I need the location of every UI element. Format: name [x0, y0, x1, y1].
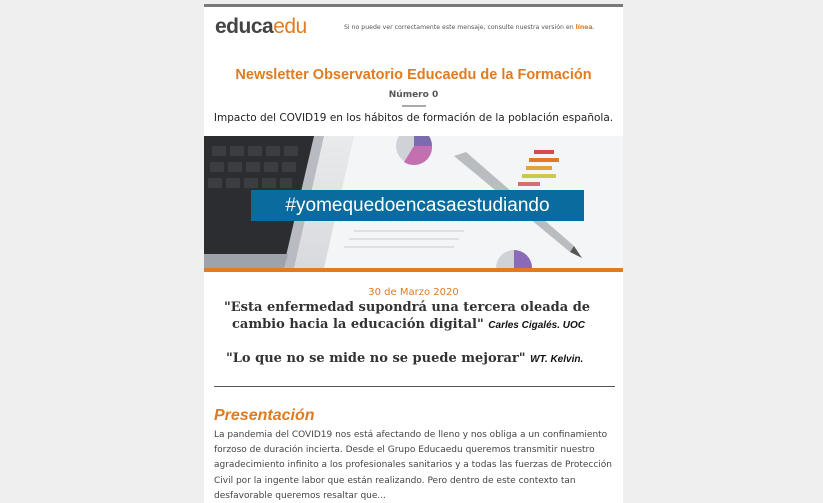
- email-header: [204, 7, 623, 47]
- notice-end: .: [592, 24, 595, 31]
- logo-part-2: edu: [273, 15, 307, 38]
- hero-accent-bar: [204, 268, 623, 272]
- logo-part-1: educa: [215, 15, 274, 38]
- quote-2: [226, 351, 617, 366]
- view-online-link[interactable]: línea: [575, 24, 593, 31]
- quote-2-text: "Lo que no se mide no se puede mejorar": [226, 351, 526, 366]
- hashtag-banner: #yomequedoencasaestudiando: [251, 190, 584, 221]
- quote-1-line-1: "Esta enfermedad supondrá una tercera oleada de: [224, 300, 591, 315]
- newsletter-title: Newsletter Observatorio Educaedu de la Formación: [235, 67, 592, 83]
- hero-image[interactable]: [204, 136, 623, 268]
- presentacion-heading: Presentación: [214, 407, 315, 424]
- quote-1-line-2: [224, 316, 617, 334]
- quote-1: [224, 299, 617, 334]
- section-divider: [214, 386, 615, 387]
- view-online-notice: [344, 24, 616, 31]
- email-container: [204, 4, 623, 503]
- quote-date: 30 de Marzo 2020: [368, 287, 459, 298]
- newsletter-subtitle: Impacto del COVID19 en los hábitos de formación de la población española.: [213, 112, 614, 124]
- title-divider: [402, 105, 426, 107]
- quote-2-author: WT. Kelvin.: [530, 354, 584, 365]
- issue-number: Número 0: [388, 90, 439, 100]
- presentacion-body: La pandemia del COVID19 nos está afectando de lleno y nos obliga a un confinamiento forzoso de duración incierta. Desde el Grupo Educaedu queremos transmitir nuestro agradecimiento infinito a los profesionales sanitarios y a todas las fuerzas de Protección Civil por la ingente labor que están realizando. Pero dentro de este contexto tan desfavorable queremos resaltar que...: [214, 430, 612, 501]
- educaedu-logo[interactable]: [215, 15, 307, 39]
- notice-text: Si no puede ver correctamente este mensaje, consulte nuestra versión en: [344, 24, 574, 31]
- quote-1-author: Carles Cigalés. UOC: [488, 320, 585, 331]
- quote-1-line-2-text: cambio hacia la educación digital": [232, 317, 484, 332]
